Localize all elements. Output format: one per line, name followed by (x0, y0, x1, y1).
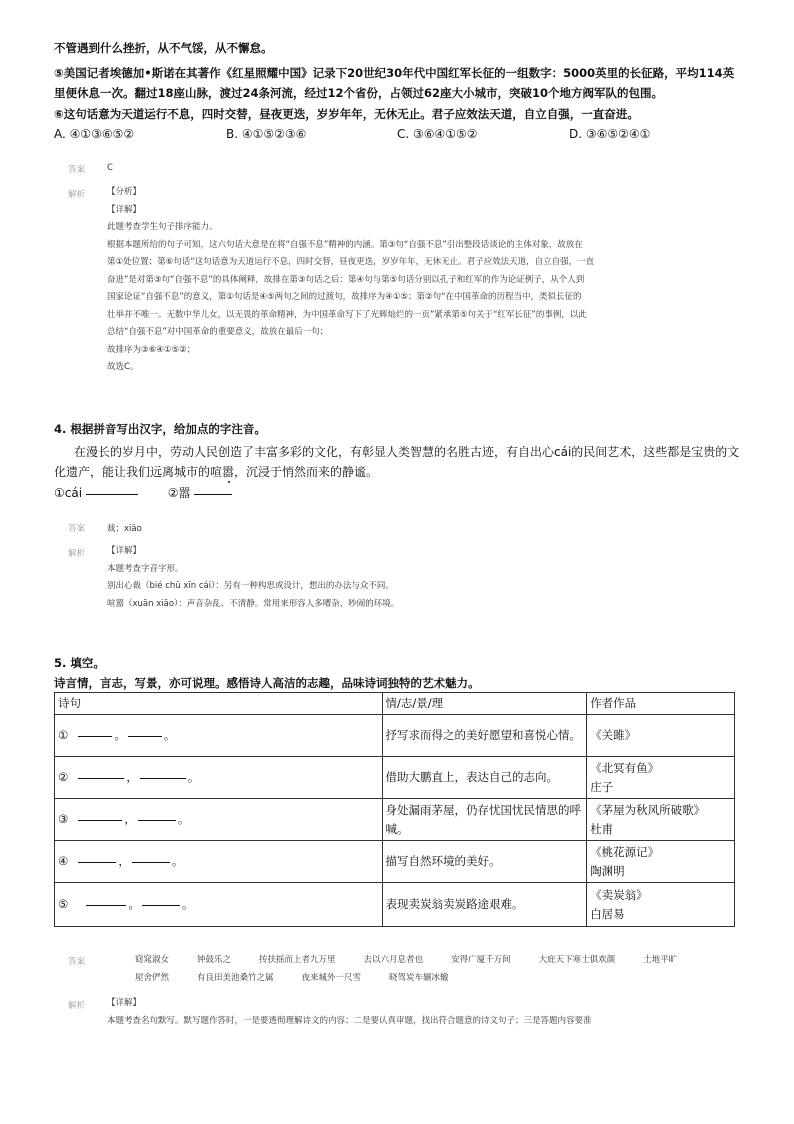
answer-item: 窈窕淑女 (135, 955, 170, 965)
q3-analysis-line: 此题考查学生句子排序能力。 (107, 222, 218, 232)
table-header-row (55, 693, 735, 715)
q3-analysis-line: 根据本题所给的句子可知，这六句话大意是在将“自强不息”精神的内涵。第③句“自强不息”引出整段话谈论的主体对象，故放在 (107, 239, 583, 250)
q4-analysis-line: 本题考查字音字形。 (107, 563, 184, 574)
q4-blank-2-label: ②嚣 (167, 486, 191, 500)
q3-analysis-line: 【分析】 (107, 187, 142, 197)
work-cell: 《卖炭翁》 白居易 (587, 883, 735, 927)
fill-blank[interactable] (140, 777, 186, 779)
q5-title: 5. 填空。 (54, 656, 105, 670)
table-row (55, 799, 735, 841)
q4-analysis-label: 解析 (68, 549, 86, 559)
work-cell: 《茅屋为秋风所破歌》 杜甫 (587, 799, 735, 841)
q4-title: 4. 根据拼音写出汉字，给加点的字注音。 (54, 422, 266, 436)
fill-blank[interactable] (78, 777, 124, 779)
q3-answer-label: 答案 (68, 165, 86, 175)
option-b[interactable]: B. ④①⑤②③⑥ (226, 127, 307, 141)
fill-blank[interactable] (138, 819, 176, 821)
option-d[interactable]: D. ③⑥⑤②④① (569, 127, 651, 141)
meaning-cell: 借助大鹏直上，表达自己的志向。 (382, 757, 587, 799)
q3-analysis-line: 壮举并不唯一。无数中华儿女，以无畏的革命精神，为中国革命写下了光辉灿烂的一页”紧承第⑤句关于“红军长征”的事例，以此 (107, 309, 587, 320)
table-row (55, 883, 735, 927)
poem-cell: ④ ， 。 (55, 841, 383, 883)
fill-blank[interactable] (132, 861, 170, 863)
fill-blank[interactable] (142, 904, 180, 906)
fill-blank[interactable] (78, 861, 116, 863)
q3-analysis-line: 总结“自强不息”对中国革命的重要意义，故放在最后一句； (107, 327, 329, 337)
table-row (55, 715, 735, 757)
q4-blank-2[interactable] (194, 493, 232, 495)
poem-cell: ① 。 。 (55, 715, 383, 757)
q4-analysis-line: 【详解】 (107, 546, 142, 556)
q5-analysis (107, 995, 727, 1030)
work-cell: 《北冥有鱼》 庄子 (587, 757, 735, 799)
q4-answer-label: 答案 (68, 524, 86, 534)
poem-cell: ② ， 。 (55, 757, 383, 799)
q4-analysis-line: 别出心裁（bié chū xīn cái）：另有一种构思或设计，想出的办法与众不同。 (107, 581, 394, 591)
q5-analysis-line: 【详解】 (107, 998, 142, 1008)
meaning-cell: 身处漏雨茅屋，仍存忧国忧民情思的呼喊。 (382, 799, 587, 841)
poem-table (54, 692, 735, 927)
q5-intro: 诗言情，言志，写景，亦可说理。感悟诗人高洁的志趣，品味诗词独特的艺术魅力。 (54, 676, 480, 690)
q4-analysis-line: 喧嚣（xuān xiāo）：声音杂乱、不清静。常用来形容人多嘈杂、吵闹的环境。 (107, 598, 400, 609)
q4-blank-1[interactable] (86, 493, 138, 495)
answer-item: 晓驾炭车辗冰辙 (389, 973, 449, 983)
work-cell: 《关雎》 (587, 715, 735, 757)
q3-sentence-5: ⑤美国记者埃德加•斯诺在其著作《红星照耀中国》记录下20世纪30年代中国红军长征的一组数字：5000英里的长征路，平均114英里便休息一次。翻过18座山脉，渡过24条河流，经过12个省份，占领过62座大小城市，突破10个地方阀军队的包围。 (54, 66, 735, 100)
q3-answer: C (107, 163, 113, 173)
answer-item: 屋舍俨然 (135, 973, 170, 983)
answer-item: 有良田美池桑竹之属 (197, 973, 274, 983)
poem-cell: ③ ， 。 (55, 799, 383, 841)
meaning-cell: 描写自然环境的美好。 (382, 841, 587, 883)
q3-analysis-label: 解析 (68, 190, 86, 200)
q4-blank-1-label: ①cái (54, 486, 83, 500)
answer-item: 大庇天下寒士俱欢颜 (538, 955, 616, 965)
fill-blank[interactable] (78, 819, 122, 821)
answer-item: 安得广厦千万间 (451, 955, 511, 965)
meaning-cell: 抒写求而得之的美好愿望和喜悦心情。 (382, 715, 587, 757)
q3-analysis-line: 故选C。 (107, 362, 139, 372)
q3-analysis-line: 【详解】 (107, 204, 142, 215)
q3-analysis-line: 第①处位置；第⑥句话“这句话意为天道运行不息，四时交替，昼夜更迭，岁岁年年，无休无止。君子应效法天道，自立自强，一直 (107, 257, 595, 267)
q3-line-top: 不管遇到什么挫折，从不气馁，从不懈怠。 (54, 41, 273, 55)
table-row (55, 757, 735, 799)
option-a[interactable]: A. ④①③⑥⑤② (54, 127, 135, 141)
q4-blanks (54, 483, 744, 503)
q5-analysis-line: 本题考查名句默写。默写题作答时，一是要透彻理解诗文的内容；二是要认真审题，找出符合题意的诗文句子；三是答题内容要准 (107, 1015, 592, 1026)
q3-analysis-line: 国家论证“自强不息”的意义，第①句话是④⑤两句之间的过渡句，故排序为④①⑤；第②句“在中国革命的历程当中，类似长征的 (107, 292, 582, 302)
meaning-cell: 表现卖炭翁卖炭路途艰难。 (382, 883, 587, 927)
q5-analysis-label: 解析 (68, 1001, 86, 1011)
table-row (55, 841, 735, 883)
q3-analysis-line: 奋进”是对第③句“自强不息”的具体阐释，故排在第③句话之后：第④句与第⑤句话分别以孔子和红军的作为论证例子，从个人到 (107, 274, 585, 285)
header-poem: 诗句 (55, 693, 383, 715)
answer-item: 抟扶摇而上者九万里 (259, 955, 336, 965)
work-cell: 《桃花源记》 陶渊明 (587, 841, 735, 883)
answer-item: 土地平旷 (643, 955, 678, 965)
fill-blank[interactable] (86, 904, 126, 906)
q3-sentence-6: ⑥这句话意为天道运行不息，四时交替，昼夜更迭，岁岁年年，无休无止。君子应效法天道，自立自强，一直奋进。 (54, 107, 639, 121)
poem-cell: ⑤ 。 。 (55, 883, 383, 927)
option-c[interactable]: C. ③⑥④①⑤② (397, 127, 478, 141)
q5-answer-label: 答案 (68, 957, 86, 967)
fill-blank[interactable] (128, 735, 162, 737)
q4-passage: 在漫长的岁月中，劳动人民创造了丰富多彩的文化，有彰显人类智慧的名胜古迹，有自出心cái的民间艺术，这些都是宝贵的文化遗产，能让我们远离城市的喧嚣，沉浸于悄然而来的静谧。 (54, 445, 740, 479)
q3-analysis (107, 184, 727, 377)
answer-item: 钟鼓乐之 (197, 955, 232, 965)
q3-analysis-line: 故排序为③⑥④①⑤②； (107, 344, 196, 355)
q4-answer: 裁；xiāo (107, 524, 142, 534)
answer-item: 去以六月息者也 (363, 955, 424, 965)
header-meaning: 情/志/景/理 (382, 693, 587, 715)
answer-item: 夜来城外一尺雪 (301, 973, 362, 983)
fill-blank[interactable] (78, 735, 112, 737)
q5-answers (135, 951, 735, 987)
q4-analysis (107, 543, 727, 613)
header-work: 作者作品 (587, 693, 735, 715)
